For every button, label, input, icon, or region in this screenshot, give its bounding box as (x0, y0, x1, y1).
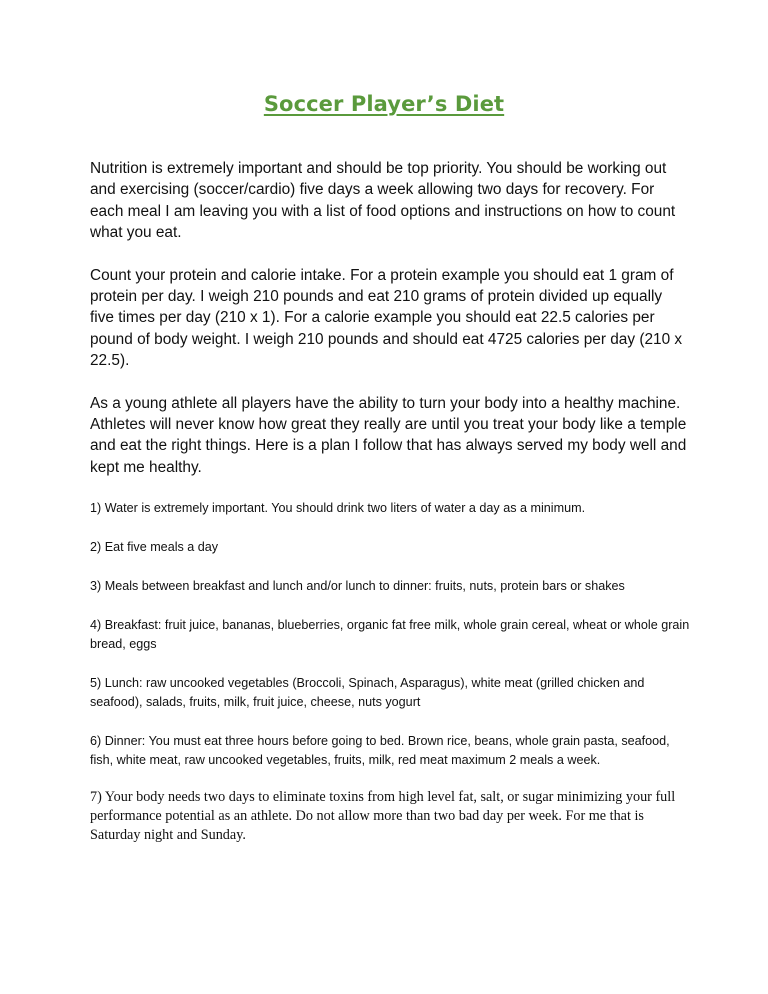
list-item-bad-days: 7) Your body needs two days to eliminate toxins from high level fat, salt, or sugar minimizing your full performance potential as an athlete. Do not allow more than two bad day per week. For me that is Saturday night and Sunday. (90, 789, 676, 844)
list-item-snacks: 3) Meals between breakfast and lunch and/or lunch to dinner: fruits, nuts, protein bars or shakes (90, 579, 625, 594)
protein-calorie-paragraph: Count your protein and calorie intake. For a protein example you should eat 1 gram of protein per day. I weigh 210 pounds and eat 210 grams of protein divided up equally five times per day (210 x 1). For a calorie example you should eat 22.5 calories per pound of body weight. I weigh 210 pounds and should eat 4725 calories per day (210 x 22.5). (90, 266, 683, 370)
list-item-dinner: 6) Dinner: You must eat three hours before going to bed. Brown rice, beans, whole grain pasta, seafood, fish, white meat, raw uncooked vegetables, fruits, milk, red meat maximum 2 meals a week. (90, 734, 670, 768)
intro-paragraph: Nutrition is extremely important and should be top priority. You should be working out and exercising (soccer/cardio) five days a week allowing two days for recovery. For each meal I am leaving you with a list of food options and instructions on how to count what you eat. (90, 160, 676, 242)
document-title: Soccer Player’s Diet (263, 92, 505, 116)
list-item-five-meals: 2) Eat five meals a day (90, 540, 219, 555)
list-item-breakfast: 4) Breakfast: fruit juice, bananas, blueberries, organic fat free milk, whole grain cereal, wheat or whole grain bread, eggs (90, 618, 690, 652)
list-item-water: 1) Water is extremely important. You should drink two liters of water a day as a minimum. (90, 501, 586, 516)
athlete-paragraph: As a young athlete all players have the ability to turn your body into a healthy machine. Athletes will never know how great they really are until you treat your body like a temple and eat the right things. Here is a plan I follow that has always served my body well and kept me healthy. (90, 394, 687, 476)
list-item-lunch: 5) Lunch: raw uncooked vegetables (Broccoli, Spinach, Asparagus), white meat (grilled chicken and seafood), salads, fruits, milk, fruit juice, cheese, nuts yogurt (90, 676, 645, 710)
document-body (90, 158, 690, 865)
